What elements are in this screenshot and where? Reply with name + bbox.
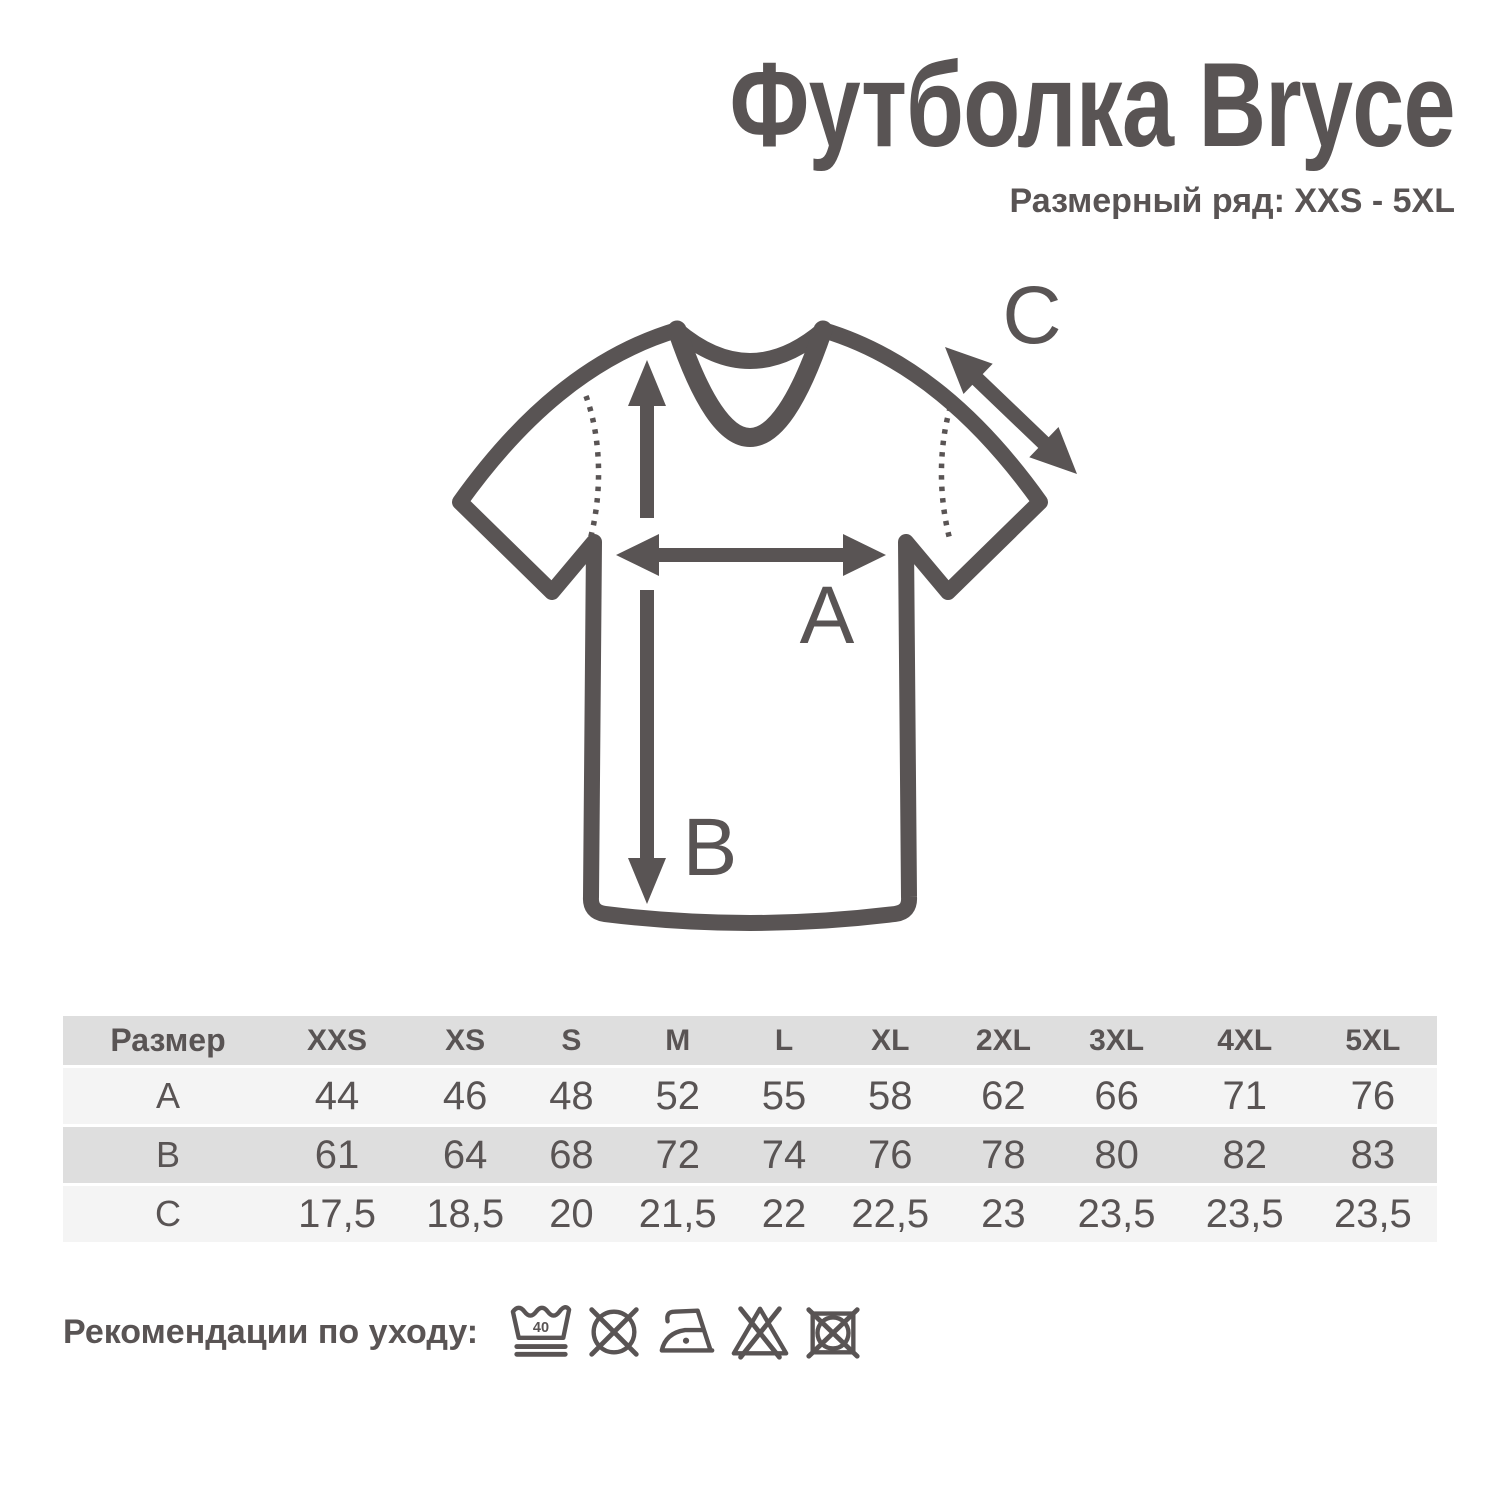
cell-a-s: 48 (529, 1068, 613, 1124)
cell-a-xl: 58 (826, 1068, 954, 1124)
cell-c-4xl: 23,5 (1181, 1186, 1309, 1242)
cell-c-s: 20 (529, 1186, 613, 1242)
cell-b-l: 74 (742, 1127, 826, 1183)
do-not-tumble-dry-icon (802, 1300, 864, 1364)
cell-c-xl: 22,5 (826, 1186, 954, 1242)
column-header-xs: XS (401, 1016, 529, 1065)
cell-c-l: 22 (742, 1186, 826, 1242)
cell-a-2xl: 62 (954, 1068, 1052, 1124)
cell-a-5xl: 76 (1309, 1068, 1437, 1124)
column-header-xxs: XXS (273, 1016, 401, 1065)
column-header-s: S (529, 1016, 613, 1065)
care-icons (510, 1300, 864, 1364)
iron-low-temperature-icon (656, 1300, 718, 1364)
cell-b-xs: 64 (401, 1127, 529, 1183)
cell-a-m: 52 (614, 1068, 742, 1124)
cell-c-xs: 18,5 (401, 1186, 529, 1242)
row-label-c: C (63, 1186, 273, 1242)
column-header-3xl: 3XL (1053, 1016, 1181, 1065)
header (525, 38, 1455, 221)
tshirt-outline (460, 330, 1040, 923)
cell-b-5xl: 83 (1309, 1127, 1437, 1183)
column-header-size: Размер (63, 1016, 273, 1065)
cell-a-xxs: 44 (273, 1068, 401, 1124)
wash-40-delicate-icon (510, 1300, 572, 1364)
care-recommendations (63, 1296, 864, 1368)
cell-b-xl: 76 (826, 1127, 954, 1183)
table-row-c (63, 1186, 1437, 1242)
cell-c-m: 21,5 (614, 1186, 742, 1242)
tshirt-measurement-diagram (440, 270, 1100, 950)
care-label: Рекомендации по уходу: (63, 1312, 479, 1351)
cell-b-s: 68 (529, 1127, 613, 1183)
size-range-subtitle: Размерный ряд: XXS - 5XL (1009, 182, 1455, 220)
table-header-row (63, 1016, 1437, 1065)
measure-label-b: B (682, 802, 738, 893)
cell-c-2xl: 23 (954, 1186, 1052, 1242)
column-header-2xl: 2XL (954, 1016, 1052, 1065)
cell-a-4xl: 71 (1181, 1068, 1309, 1124)
column-header-m: M (614, 1016, 742, 1065)
column-header-xl: XL (826, 1016, 954, 1065)
cell-b-m: 72 (614, 1127, 742, 1183)
measure-label-c: C (1002, 270, 1062, 361)
do-not-bleach-icon (729, 1300, 791, 1364)
measure-label-a: A (799, 570, 855, 661)
iron-one-dot (683, 1338, 689, 1344)
row-label-a: A (63, 1068, 273, 1124)
cell-b-2xl: 78 (954, 1127, 1052, 1183)
row-label-b: B (63, 1127, 273, 1183)
table-row-a (63, 1068, 1437, 1124)
wash-temperature-label: 40 (532, 1320, 550, 1336)
cell-b-xxs: 61 (273, 1127, 401, 1183)
column-header-4xl: 4XL (1181, 1016, 1309, 1065)
size-table (63, 1013, 1437, 1245)
table-row-b (63, 1127, 1437, 1183)
cell-c-xxs: 17,5 (273, 1186, 401, 1242)
column-header-5xl: 5XL (1309, 1016, 1437, 1065)
cell-c-3xl: 23,5 (1053, 1186, 1181, 1242)
page-title: Футболка Bryce (729, 38, 1455, 172)
tshirt-diagram-svg (440, 270, 1100, 950)
cell-a-3xl: 66 (1053, 1068, 1181, 1124)
do-not-dry-clean-icon (583, 1300, 645, 1364)
cell-a-xs: 46 (401, 1068, 529, 1124)
column-header-l: L (742, 1016, 826, 1065)
cell-c-5xl: 23,5 (1309, 1186, 1437, 1242)
cell-a-l: 55 (742, 1068, 826, 1124)
cell-b-4xl: 82 (1181, 1127, 1309, 1183)
cell-b-3xl: 80 (1053, 1127, 1181, 1183)
